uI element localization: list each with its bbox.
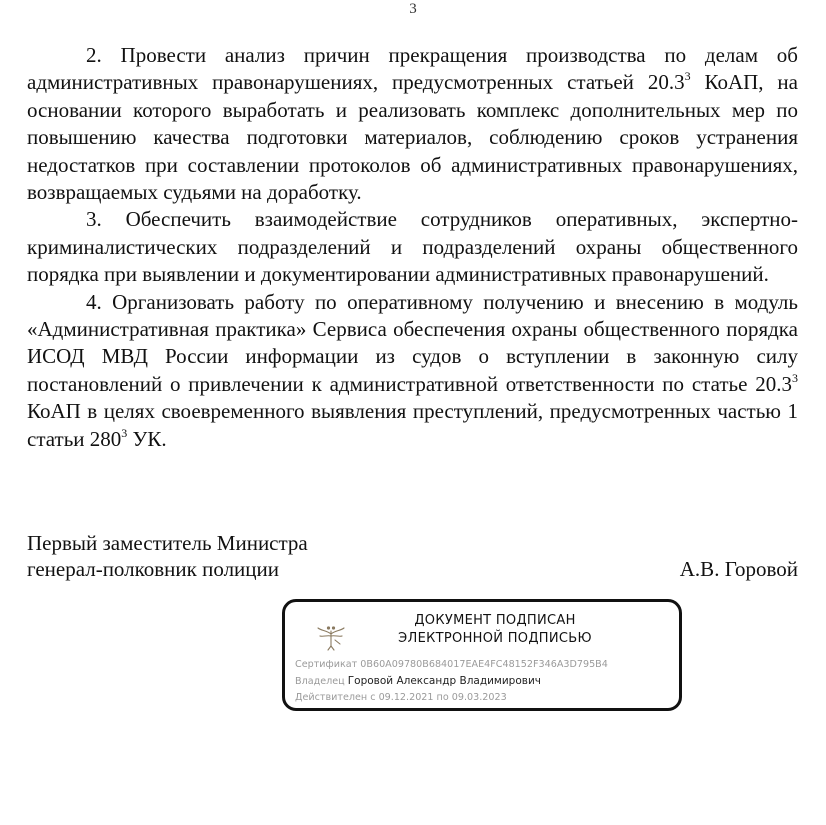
superscript: 3 bbox=[121, 425, 128, 440]
stamp-validity-row bbox=[295, 691, 679, 705]
document-body bbox=[27, 42, 798, 453]
paragraph-4 bbox=[27, 289, 798, 453]
signer-position-line-2: генерал-полковник полиции bbox=[27, 557, 280, 581]
paragraph-2 bbox=[27, 42, 798, 206]
signer-position-line-1: Первый заместитель Министра bbox=[27, 531, 308, 555]
stamp-certificate-row bbox=[295, 658, 679, 672]
paragraph-2-text-cont: КоАП, на основании которого выработать и реализовать комплекс дополнительных мер по повышению качества подготовки материалов, соблюдению сроков устранения недостатков при составлении протоколов об административных правонарушениях, возвращаемых судьями на доработку. bbox=[27, 70, 798, 205]
stamp-title-line-2: ЭЛЕКТРОННОЙ ПОДПИСЬЮ bbox=[398, 631, 592, 646]
owner-label: Владелец bbox=[295, 676, 345, 687]
validity-value: с 09.12.2021 по 09.03.2023 bbox=[370, 692, 507, 703]
paragraph-4-text-mid: КоАП в целях своевременного выявления преступлений, предусмотренных частью 1 статьи 280 bbox=[27, 399, 798, 451]
certificate-label: Сертификат bbox=[295, 659, 358, 670]
certificate-value: 0B60A09780B684017EAE4FC48152F346A3D795B4 bbox=[360, 659, 608, 670]
page-number: 3 bbox=[409, 1, 417, 17]
superscript: 3 bbox=[684, 69, 691, 84]
signer-block bbox=[27, 530, 798, 582]
paragraph-4-text-end: УК. bbox=[127, 426, 167, 451]
paragraph-3: 3. Обеспечить взаимодействие сотрудников оперативных, экспертно-криминалистических подразделений и подразделений охраны общественного порядка при выявлении и документировании административных правонарушений. bbox=[27, 207, 798, 287]
validity-label: Действителен bbox=[295, 692, 368, 703]
electronic-signature-stamp bbox=[282, 599, 682, 711]
stamp-title-line-1: ДОКУМЕНТ ПОДПИСАН bbox=[414, 613, 576, 628]
stamp-owner-row bbox=[295, 674, 679, 689]
eagle-emblem-icon bbox=[313, 622, 349, 652]
paragraph-4-text: 4. Организовать работу по оперативному получению и внесению в модуль «Административная практика» Сервиса обеспечения охраны общественного порядка ИСОД МВД России информации из судов о вступлении в законную силу постановлений о привлечении к административной ответственности по статье 20.3 bbox=[27, 289, 798, 396]
paragraph-2-text: 2. Провести анализ причин прекращения производства по делам об административных правонарушениях, предусмотренных статьей 20.3 bbox=[27, 43, 798, 95]
owner-value: Горовой Александр Владимирович bbox=[347, 675, 541, 687]
signer-name: А.В. Горовой bbox=[679, 557, 798, 581]
superscript: 3 bbox=[792, 370, 798, 385]
stamp-title bbox=[345, 612, 645, 648]
